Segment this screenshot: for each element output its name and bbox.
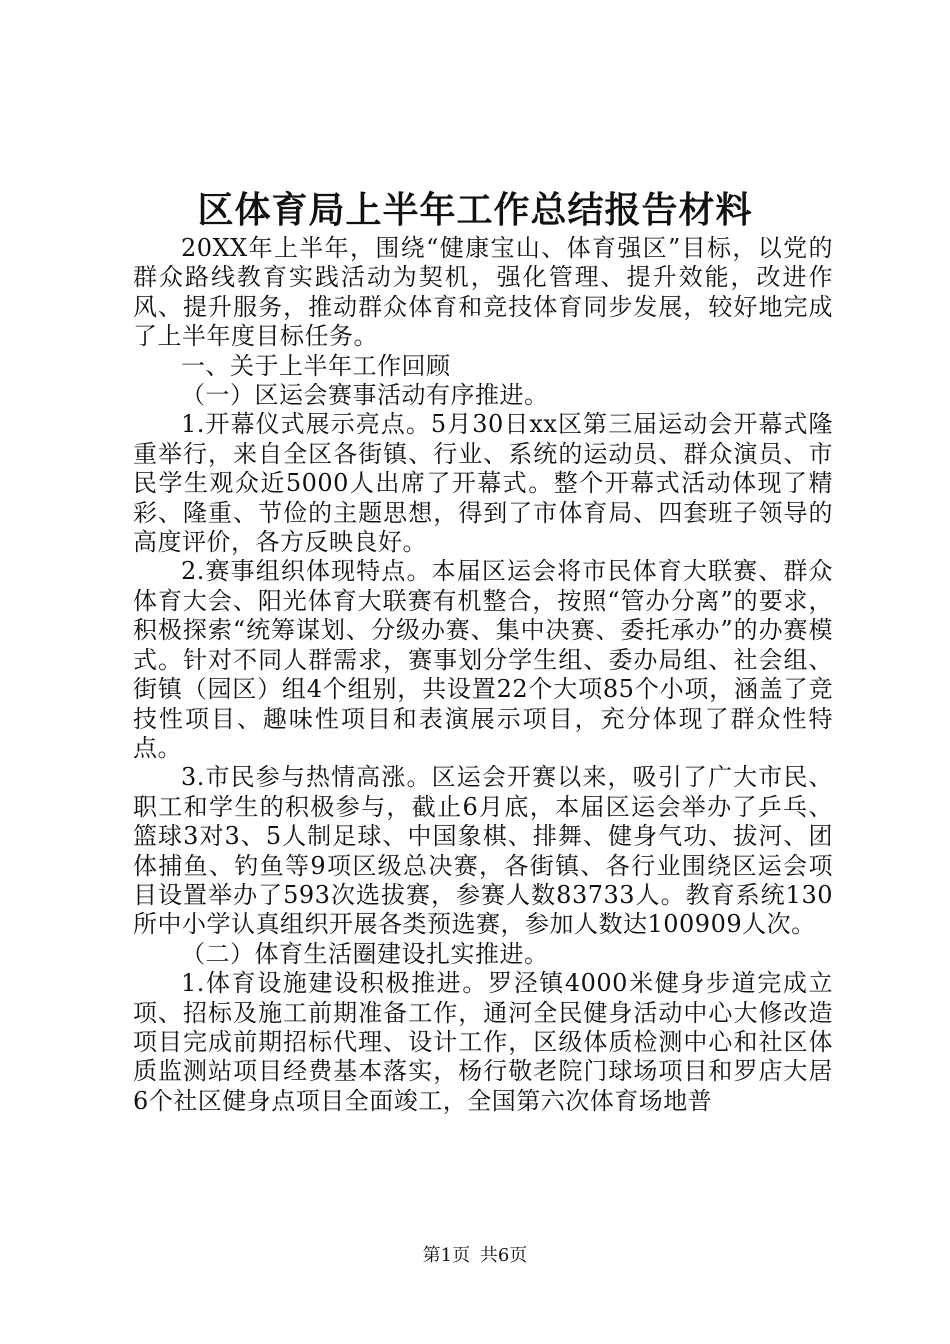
page-footer [0, 1244, 950, 1268]
subsection-heading-sports-circle: （二）体育生活圈建设扎实推进。 [181, 939, 549, 968]
paragraph-facility-construction: 1.体育设施建设积极推进。罗泾镇4000米健身步道完成立项、招标及施工前期准备工作，通河全民健身活动中心大修改造项目完成前期招标代理、设计工作，区级体质检测中心和社区体质监测站项目经费基本落实，杨行敬老院门球场项目和罗店大居6个社区健身点项目全面竣工，全国第六次体育场地普 [133, 969, 833, 1115]
intro-paragraph: 20XX年上半年，围绕“健康宝山、体育强区”目标，以党的群众路线教育实践活动为契机，强化管理、提升效能，改进作风、提升服务，推动群众体育和竞技体育同步发展，较好地完成了上半年度目标任务。 [133, 234, 833, 351]
paragraph-event-organization: 2.赛事组织体现特点。本届区运会将市民体育大联赛、群众体育大会、阳光体育大联赛有机整合，按照“管办分离”的要求，积极探索“统筹谋划、分级办赛、集中决赛、委托承办”的办赛模式。针对不同人群需求，赛事划分学生组、委办局组、社会组、街镇（园区）组4个组别，共设置22个大项85个小项，涵盖了竞技性项目、趣味性项目和表演展示项目，充分体现了群众性特点。 [133, 557, 833, 762]
subsection-heading-games: （一）区运会赛事活动有序推进。 [181, 381, 549, 410]
paragraph-public-participation: 3.市民参与热情高涨。区运会开赛以来，吸引了广大市民、职工和学生的积极参与，截止6月底，本届区运会举办了乒乓、篮球3对3、5人制足球、中国象棋、排舞、健身气功、拔河、团体捕鱼、钓鱼等9项区级总决赛，各街镇、各行业围绕区运会项目设置举办了593次选拔赛，参赛人数83733人。教育系统130所中小学认真组织开展各类预选赛，参加人数达100909人次。 [133, 763, 833, 939]
section-heading-review: 一、关于上半年工作回顾 [181, 351, 451, 380]
document-title: 区体育局上半年工作总结报告材料 [197, 189, 753, 231]
page-number: 第1页 [422, 1245, 471, 1266]
document-body [133, 234, 833, 1116]
paragraph-opening-ceremony: 1.开幕仪式展示亮点。5月30日xx区第三届运动会开幕式隆重举行，来自全区各街镇、行业、系统的运动员、群众演员、市民学生观众近5000人出席了开幕式。整个开幕式活动体现了精彩、隆重、节俭的主题思想，得到了市体育局、四套班子领导的高度评价，各方反映良好。 [133, 410, 833, 557]
page-total: 共6页 [479, 1245, 528, 1266]
